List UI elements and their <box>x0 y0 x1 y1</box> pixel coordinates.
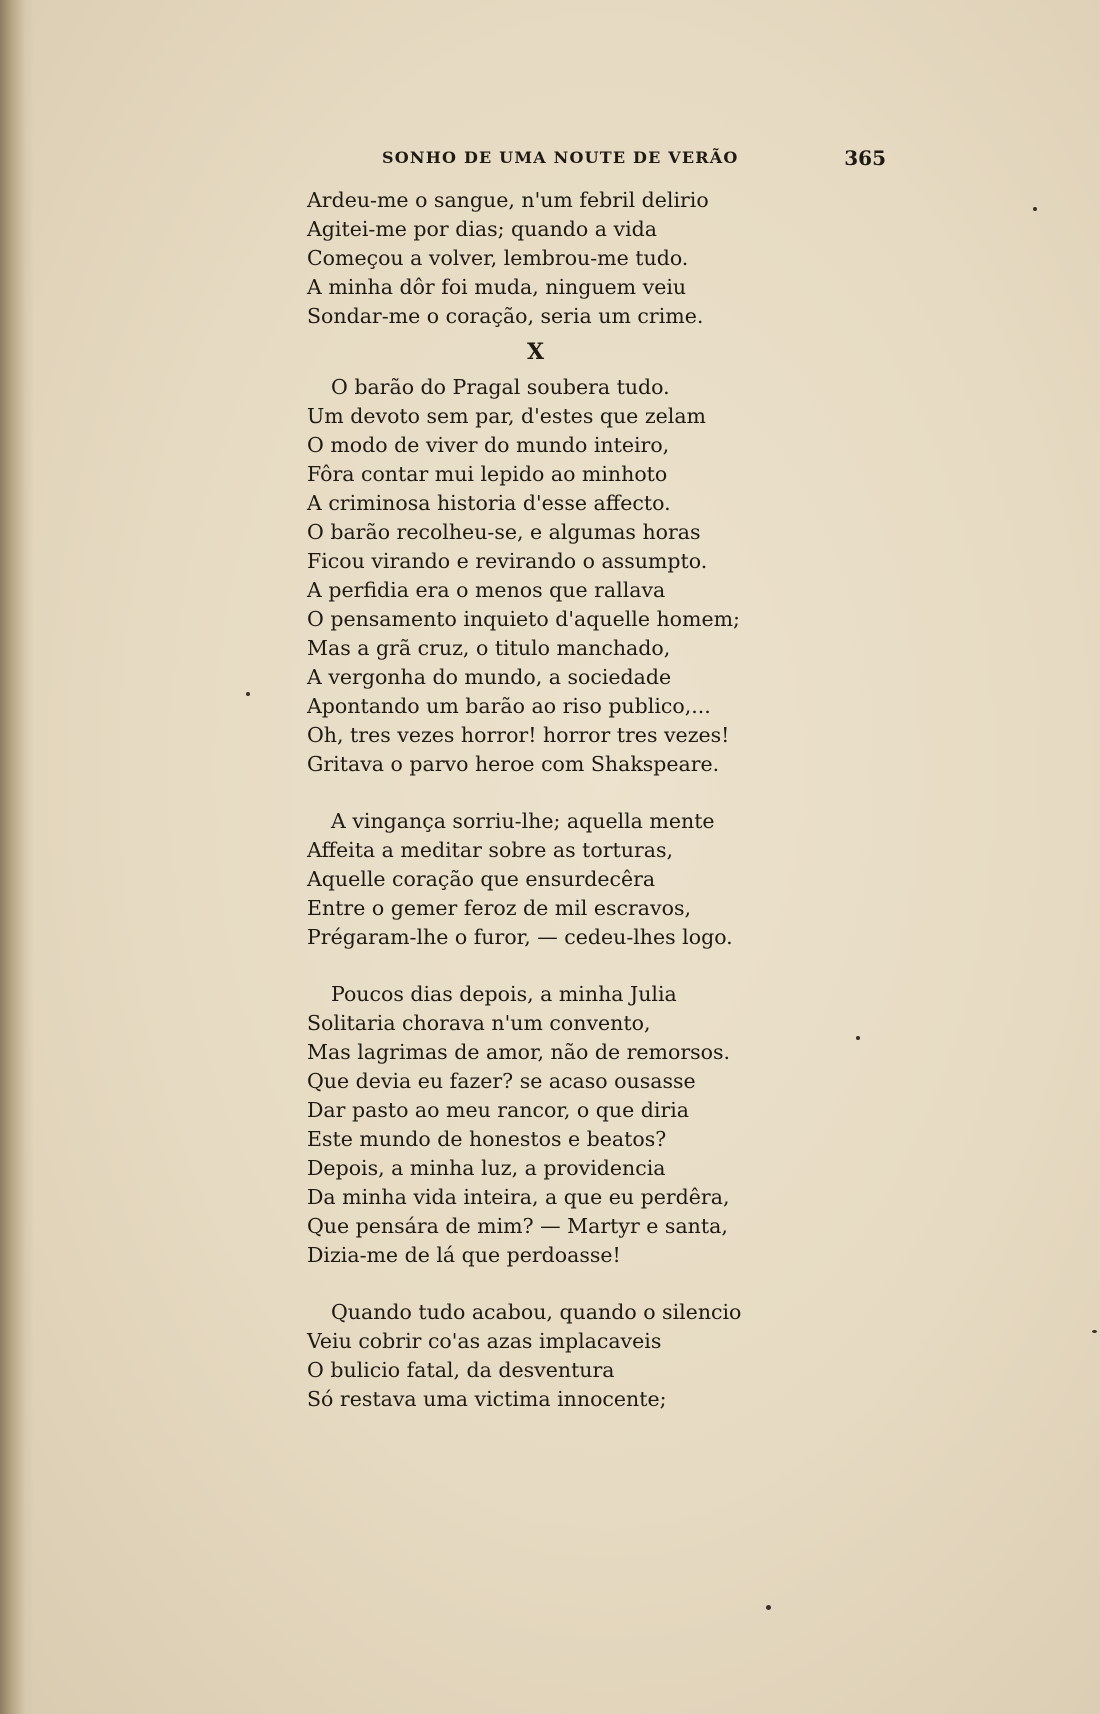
poem-text <box>307 186 777 1414</box>
stanza-5 <box>307 1298 777 1414</box>
verse-line: A vingança sorriu-lhe; aquella mente <box>331 809 715 833</box>
paper-speck <box>1033 207 1037 211</box>
verse-line: Prégaram-lhe o furor, — cedeu-lhes logo. <box>307 925 733 949</box>
verse-line: Oh, tres vezes horror! horror tres vezes! <box>307 723 730 747</box>
page-binding-edge <box>0 0 34 1714</box>
stanza-4 <box>307 980 777 1270</box>
verse-line: A vergonha do mundo, a sociedade <box>307 665 672 689</box>
verse-line: Entre o gemer feroz de mil escravos, <box>307 896 691 920</box>
verse-line: Dizia-me de lá que perdoasse! <box>307 1243 621 1267</box>
verse-line: Depois, a minha luz, a providencia <box>307 1156 666 1180</box>
stanza-gap <box>307 952 777 980</box>
verse-line: A minha dôr foi muda, ninguem veiu <box>307 275 687 299</box>
stanza-gap <box>307 1270 777 1298</box>
verse-line: Este mundo de honestos e beatos? <box>307 1127 667 1151</box>
paper-speck <box>1092 1330 1097 1333</box>
verse-line: Da minha vida inteira, a que eu perdêra, <box>307 1185 730 1209</box>
verse-line: Começou a volver, lembrou-me tudo. <box>307 246 689 270</box>
verse-line: Sondar-me o coração, seria um crime. <box>307 304 704 328</box>
paper-speck <box>766 1605 771 1610</box>
verse-line: Aquelle coração que ensurdecêra <box>307 867 656 891</box>
page-number: 365 <box>844 146 886 170</box>
verse-line: A criminosa historia d'esse affecto. <box>307 491 671 515</box>
verse-line: O barão recolheu-se, e algumas horas <box>307 520 701 544</box>
verse-line: A perfidia era o menos que rallava <box>307 578 666 602</box>
verse-line: Que pensára de mim? — Martyr e santa, <box>307 1214 728 1238</box>
page-header <box>300 146 890 172</box>
verse-line: Ficou virando e revirando o assumpto. <box>307 549 708 573</box>
verse-line: Solitaria chorava n'um convento, <box>307 1011 651 1035</box>
verse-line: Ardeu-me o sangue, n'um febril delirio <box>307 188 709 212</box>
verse-line: Quando tudo acabou, quando o silencio <box>331 1300 742 1324</box>
verse-line: Affeita a meditar sobre as torturas, <box>307 838 674 862</box>
verse-line: O bulicio fatal, da desventura <box>307 1358 615 1382</box>
verse-line: Apontando um barão ao riso publico,... <box>307 694 711 718</box>
stanza-1 <box>307 186 777 331</box>
verse-line: Poucos dias depois, a minha Julia <box>331 982 677 1006</box>
paper-speck <box>856 1036 860 1040</box>
verse-line: Veiu cobrir co'as azas implacaveis <box>307 1329 662 1353</box>
verse-line: Dar pasto ao meu rancor, o que diria <box>307 1098 690 1122</box>
verse-line: O barão do Pragal soubera tudo. <box>331 375 670 399</box>
verse-line: O pensamento inquieto d'aquelle homem; <box>307 607 740 631</box>
verse-line: Só restava uma victima innocente; <box>307 1387 667 1411</box>
verse-line: Mas lagrimas de amor, não de remorsos. <box>307 1040 731 1064</box>
verse-line: Fôra contar mui lepido ao minhoto <box>307 462 668 486</box>
verse-line: Que devia eu fazer? se acaso ousasse <box>307 1069 696 1093</box>
stanza-3 <box>307 807 777 952</box>
verse-line: Gritava o parvo heroe com Shakspeare. <box>307 752 720 776</box>
stanza-gap <box>307 779 777 807</box>
paper-speck <box>246 692 250 696</box>
verse-line: Um devoto sem par, d'estes que zelam <box>307 404 706 428</box>
running-title: SONHO DE UMA NOUTE DE VERÃO <box>382 148 739 167</box>
stanza-2 <box>307 373 777 779</box>
verse-line: Mas a grã cruz, o titulo manchado, <box>307 636 671 660</box>
verse-line: Agitei-me por dias; quando a vida <box>307 217 658 241</box>
section-numeral: X <box>527 339 545 365</box>
verse-line: O modo de viver do mundo inteiro, <box>307 433 670 457</box>
